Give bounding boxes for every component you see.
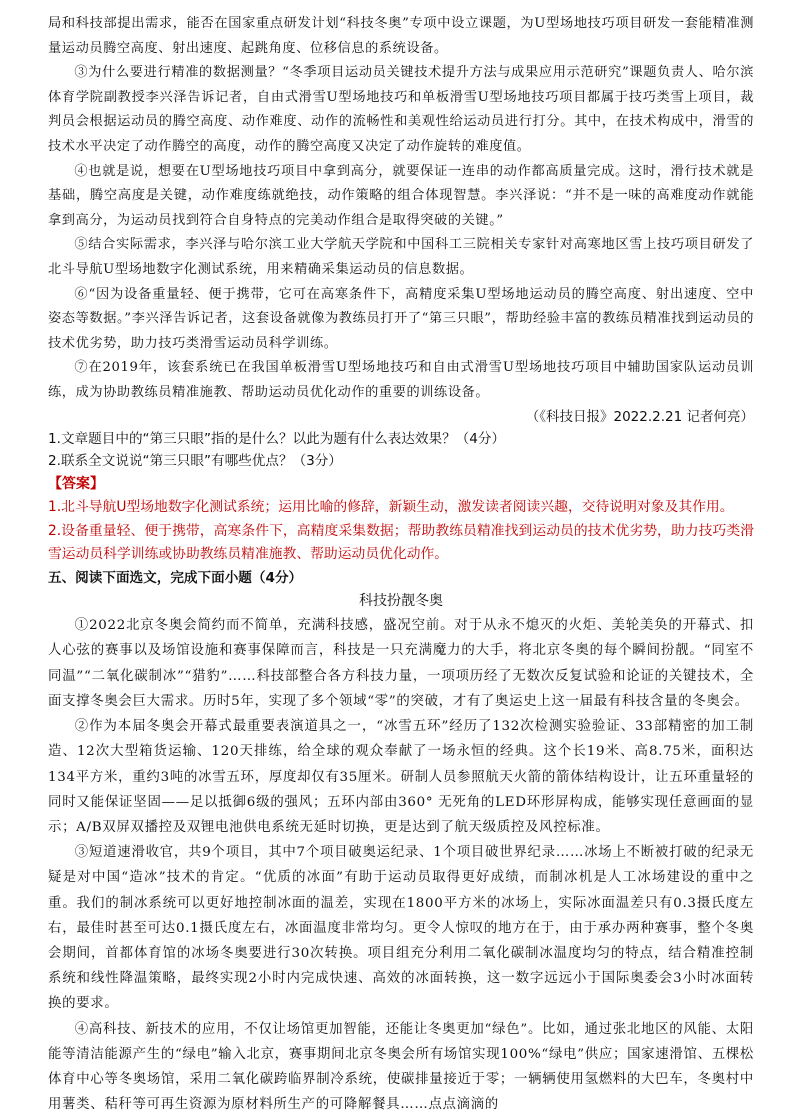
article-body xyxy=(48,12,754,406)
passage-body xyxy=(48,613,754,1117)
article-paragraph-4: ④也就是说，想要在U型场地技巧项目中拿到高分，就要保证一连串的动作都高质量完成。这时，滑行技术就是基础，腾空高度是关键，动作难度练就绝技，动作策略的组合体现智慧。李兴泽说：“并不是一味的高难度动作就能拿到高分，为运动员找到符合自身特点的完美动作组合是取得突破的关键。” xyxy=(48,163,754,228)
article-paragraph-7: ⑦在2019年，该套系统已在我国单板滑雪U型场地技巧和自由式滑雪U型场地技巧项目中辅助国家队运动员训练，成为协助教练员精准施教、帮助运动员优化动作的重要的训练设备。 xyxy=(48,360,754,400)
passage-paragraph-1: ①2022北京冬奥会简约而不简单，充满科技感，盛况空前。对于从永不熄灭的火炬、美轮美奂的开幕式、扣人心弦的赛事以及场馆设施和赛事保障而言，科技是一只充满魔力的大手，将北京冬奥的每个瞬间扮靓。“同室不同温”“二氧化碳制冰”“猎豹”……科技部整合各方科技力量，一项项历经了无数次反复试验和论证的关键技术，全面支撑冬奥会巨大需求。历时5年，实现了多个领域“零”的突破，才有了奥运史上这一届最有科技含量的冬奥会。 xyxy=(48,618,754,709)
answer-label: 【答案】 xyxy=(48,475,104,492)
question-2: 2.联系全文说说“第三只眼”有哪些优点？（3分） xyxy=(48,452,342,469)
article-source: （《科技日报》2022.2.21 记者何亮） xyxy=(525,408,754,425)
passage-paragraph-4: ④高科技、新技术的应用，不仅让场馆更加智能，还能让冬奥更加“绿色”。比如，通过张北地区的风能、太阳能等清洁能源产生的“绿电”输入北京，赛事期间北京冬奥会所有场馆实现100%“绿电”供应；国家速滑馆、五棵松体育中心等冬奥场馆，采用二氧化碳跨临界制冷系统，使碳排量接近于零；一辆辆使用氢燃料的大巴车，冬奥村中用薯类、秸秆等可再生资源为原材料所生产的可降解餐具……点点滴滴的 xyxy=(48,1021,754,1113)
answer-2: 2.设备重量轻、便于携带，高寒条件下，高精度采集数据；帮助教练员精准找到运动员的技术优劣势，助力技巧类滑雪运动员科学训练或协助教练员精准施教、帮助运动员优化动作。 xyxy=(48,523,754,562)
article-paragraph-5: ⑤结合实际需求，李兴泽与哈尔滨工业大学航天学院和中国科工三院相关专家针对高寒地区雪上技巧项目研发了北斗导航U型场地数字化测试系统，用来精确采集运动员的信息数据。 xyxy=(48,237,754,277)
question-1: 1.文章题目中的“第三只眼”指的是什么？以此为题有什么表达效果？（4分） xyxy=(48,430,506,447)
article-paragraph-3: ③为什么要进行精准的数据测量？“冬季项目运动员关键技术提升方法与成果应用示范研究”课题负责人、哈尔滨体育学院副教授李兴泽告诉记者，自由式滑雪U型场地技巧和单板滑雪U型场地技巧项目都属于技巧类雪上项目，裁判员会根据运动员的腾空高度、动作难度、动作的流畅性和美观性给运动员进行打分。其中，在技术构成中，滑雪的技术水平决定了动作腾空的高度，动作的腾空高度又决定了动作旋转的难度值。 xyxy=(48,65,754,154)
answer-1: 1.北斗导航U型场地数字化测试系统；运用比喻的修辞，新颖生动，激发读者阅读兴趣，交待说明对象及其作用。 xyxy=(48,498,734,515)
article-paragraph-6: ⑥“因为设备重量轻、便于携带，它可在高寒条件下，高精度采集U型场地运动员的腾空高度、射出速度、空中姿态等数据。”李兴泽告诉记者，这套设备就像为教练员打开了“第三只眼”，帮助经验丰富的教练员精准找到运动员的技术优劣势，助力技巧类滑雪运动员科学训练。 xyxy=(48,286,754,351)
passage-title: 科技扮靓冬奥 xyxy=(359,593,443,610)
section-heading: 五、阅读下面选文，完成下面小题（4分） xyxy=(48,570,303,587)
passage-paragraph-2: ②作为本届冬奥会开幕式最重要表演道具之一，“冰雪五环”经历了132次检测实验验证、33部精密的加工制造、12次大型箱货运输、120天排练，给全球的观众奉献了一场永恒的经典。这个长19米、高8.75米，面积达134平方米，重约3吨的冰雪五环，厚度却仅有35厘米。研制人员参照航天火箭的箭体结构设计，让五环重量轻的同时又能保证坚固——足以抵御6级的强风；五环内部由360° 无死角的LED环形屏构成，能够实现任意画面的显示；A/B双屏双播控及双锂电池供电系统无延时切换，更是达到了航天级质控及风控标准。 xyxy=(48,719,754,835)
article-paragraph-2-cont: 局和科技部提出需求，能否在国家重点研发计划“科技冬奥”专项中设立课题，为U型场地技巧项目研发一套能精准测量运动员腾空高度、射出速度、起跳角度、位移信息的系统设备。 xyxy=(48,16,754,56)
passage-paragraph-3: ③短道速滑收官，共9个项目，其中7个项目破奥运纪录、1个项目破世界纪录……冰场上不断被打破的纪录无疑是对中国“造冰”技术的肯定。“优质的冰面”有助于运动员取得更好成绩，而制冰机是人工冰场建设的重中之重。我们的制冰系统可以更好地控制冰面的温差，实现在1800平方米的冰场上，实际冰面温差只有0.3摄氏度左右，最佳时甚至可达0.1摄氏度左右，冰面温度非常均匀。更令人惊叹的地方在于，由于承办两种赛事，整个冬奥会期间，首都体育馆的冰场冬奥要进行30次转换。项目组充分利用二氧化碳制冰温度均匀的特点，结合精准控制系统和线性降温策略，最终实现2小时内完成快速、高效的冰面转换，这一数字远远小于国际奥委会3小时冰面转换的要求。 xyxy=(48,845,754,1012)
